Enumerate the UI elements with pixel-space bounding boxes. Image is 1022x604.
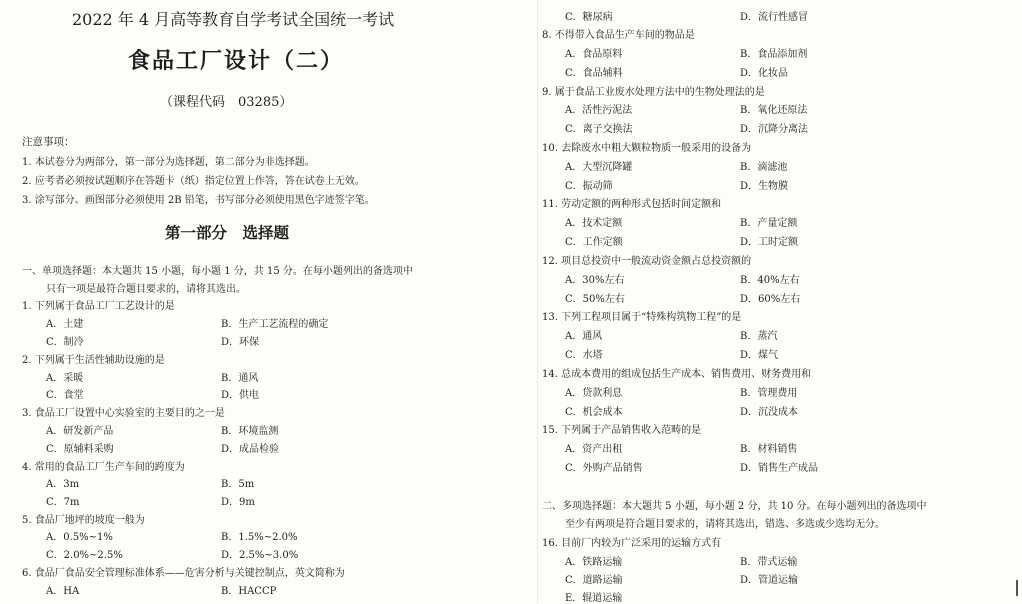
question-stem: 14. 总成本费用的组成包括生产成本、销售费用、财务费用和	[542, 369, 812, 380]
option-d: D．流行性感冒	[740, 12, 809, 23]
option-a: A．采暖	[46, 373, 84, 384]
option-c: C．食品辅料	[565, 68, 623, 79]
subject-title: 食品工厂设计（二）	[128, 48, 345, 74]
page-edge-mark	[1016, 580, 1018, 596]
option-b: B．滴滤池	[740, 162, 788, 173]
option-b: B．带式运输	[740, 557, 798, 568]
option-a: A．铁路运输	[565, 557, 623, 568]
option-b: B．材料销售	[740, 444, 798, 455]
option-a: A．食品原料	[565, 49, 623, 60]
option-b: B．HACCP	[221, 586, 277, 597]
option-b: B．1.5%~2.0%	[221, 532, 298, 543]
question-stem: 2. 下列属于生活性辅助设施的是	[22, 355, 165, 366]
option-a: A．活性污泥法	[565, 105, 633, 116]
question-stem: 5. 食品厂地坪的坡度一般为	[22, 515, 145, 526]
option-b: B．5m	[221, 479, 255, 490]
option-d: D．供电	[221, 390, 260, 401]
question-stem: 10. 去除废水中粗大颗粒物质一般采用的设备为	[542, 143, 752, 154]
option-d: D．生物膜	[740, 181, 789, 192]
question-stem: 11. 劳动定额的两种形式包括时间定额和	[542, 199, 722, 210]
option-b: B．氧化还原法	[740, 105, 808, 116]
option-c: C．机会成本	[565, 407, 623, 418]
option-c: C．制冷	[46, 337, 84, 348]
option-b: B．蒸汽	[740, 331, 778, 342]
question-stem: 4. 常用的食品工厂生产车间的跨度为	[22, 462, 185, 473]
option-c: C．外购产品销售	[565, 463, 643, 474]
notice-item: 1. 本试卷分为两部分，第一部分为选择题，第二部分为非选择题。	[22, 157, 315, 168]
option-a: A．HA	[46, 586, 80, 597]
question-stem: 8. 不得带入食品生产车间的物品是	[542, 30, 695, 41]
option-a: A．土建	[46, 319, 84, 330]
section-multi-heading: 二、多项选择题：本大题共 5 小题，每小题 2 分，共 10 分。在每小题列出的备选项中	[542, 501, 927, 512]
part-one-title: 第一部分 选择题	[165, 223, 290, 242]
notice-heading: 注意事项：	[22, 136, 75, 148]
section-single-heading: 一、单项选择题：本大题共 15 小题，每小题 1 分，共 15 分。在每小题列出的备选项中	[22, 266, 413, 277]
option-a: A．资产出租	[565, 444, 623, 455]
option-d: D．成品检验	[221, 444, 280, 455]
option-d: D．化妆品	[740, 68, 789, 79]
option-d: D．9m	[221, 497, 255, 508]
option-c: C．原辅料采购	[46, 444, 114, 455]
option-a: A．技术定额	[565, 218, 623, 229]
section-multi-heading-cont: 至少有两项是符合题目要求的，请将其选出，错选、多选或少选均无分。	[565, 519, 885, 530]
option-a: A．大型沉降罐	[565, 162, 633, 173]
option-a: A．通风	[565, 331, 603, 342]
question-stem: 1. 下列属于食品工厂工艺设计的是	[22, 301, 175, 312]
option-c: C．水塔	[565, 350, 603, 361]
option-c: C．离子交换法	[565, 124, 633, 135]
option-c: C．50%左右	[565, 294, 625, 305]
option-a: A．30%左右	[565, 275, 625, 286]
option-c: C．工作定额	[565, 237, 623, 248]
option-d: D．环保	[221, 337, 260, 348]
question-stem: 6. 食品厂食品安全管理标准体系——危害分析与关键控制点，英文简称为	[22, 568, 345, 579]
option-c: C．糖尿病	[565, 12, 613, 23]
page-divider	[537, 0, 538, 602]
option-d: D．沉降分离法	[740, 124, 809, 135]
question-stem: 13. 下列工程项目属于“特殊构筑物工程”的是	[542, 312, 742, 323]
option-c: C．食堂	[46, 390, 84, 401]
option-d: D．管道运输	[740, 575, 799, 586]
option-b: B．环境监测	[221, 426, 279, 437]
section-single-heading-cont: 只有一项是最符合题目要求的，请将其选出。	[46, 284, 246, 295]
option-d: D．60%左右	[740, 294, 801, 305]
option-e: E．辊道运输	[565, 593, 623, 604]
question-stem: 3. 食品工厂设置中心实验室的主要目的之一是	[22, 408, 225, 419]
option-d: D．工时定额	[740, 237, 799, 248]
option-c: C．2.0%~2.5%	[46, 550, 123, 561]
option-c: C．7m	[46, 497, 80, 508]
question-stem: 9. 属于食品工业废水处理方法中的生物处理法的是	[542, 87, 765, 98]
option-d: D．销售生产成品	[740, 463, 819, 474]
option-b: B．通风	[221, 373, 259, 384]
option-a: A．0.5%~1%	[46, 532, 113, 543]
option-d: D．煤气	[740, 350, 779, 361]
notice-item: 2. 应考者必须按试题顺序在答题卡（纸）指定位置上作答，答在试卷上无效。	[22, 176, 365, 187]
course-code: （课程代码 03285）	[160, 95, 293, 110]
option-b: B．40%左右	[740, 275, 800, 286]
option-a: A．3m	[46, 479, 80, 490]
option-d: D．沉没成本	[740, 407, 799, 418]
option-a: A．研发新产品	[46, 426, 114, 437]
notice-item: 3. 涂写部分、画图部分必须使用 2B 铅笔，书写部分必须使用黑色字迹签字笔。	[22, 195, 375, 206]
option-b: B．食品添加剂	[740, 49, 808, 60]
exam-title: 2022 年 4 月高等教育自学考试全国统一考试	[72, 10, 395, 29]
question-stem: 16. 目前厂内较为广泛采用的运输方式有	[542, 538, 722, 549]
question-stem: 12. 项目总投资中一般流动资金额占总投资额的	[542, 256, 752, 267]
option-b: B．管理费用	[740, 388, 798, 399]
option-a: A．贷款利息	[565, 388, 623, 399]
option-d: D．2.5%~3.0%	[221, 550, 299, 561]
question-stem: 15. 下列属于产品销售收入范畴的是	[542, 425, 702, 436]
option-b: B．产量定额	[740, 218, 798, 229]
option-c: C．道路运输	[565, 575, 623, 586]
option-c: C．振动筛	[565, 181, 613, 192]
option-b: B．生产工艺流程的确定	[221, 319, 329, 330]
